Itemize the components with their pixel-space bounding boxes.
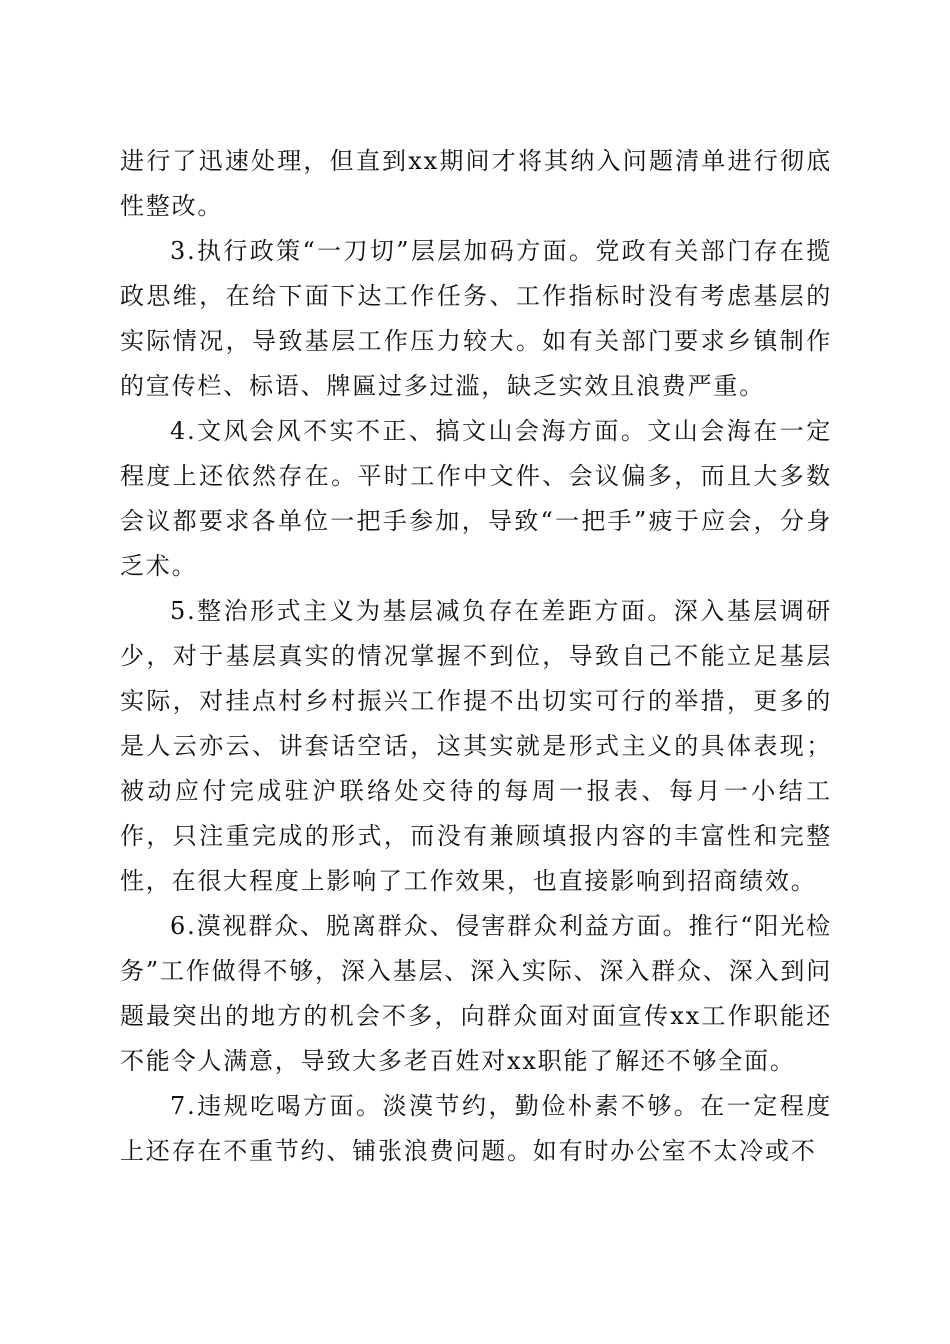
- paragraph-item-3: 3.执行政策“一刀切”层层加码方面。党政有关部门存在揽政思维，在给下面下达工作任务、工作指标时没有考虑基层的实际情况，导致基层工作压力较大。如有关部门要求乡镇制作的宣传栏、标语、牌匾过多过滥，缺乏实效且浪费严重。: [120, 237, 832, 400]
- paragraph-item-6: 6.漠视群众、脱离群众、侵害群众利益方面。推行“阳光检务”工作做得不够，深入基层、深入实际、深入群众、深入到问题最突出的地方的机会不多，向群众面对面宣传xx工作职能还不能令人满意，导致大多老百姓对xx职能了解还不够全面。: [120, 912, 832, 1075]
- paragraph-item-7: 7.违规吃喝方面。淡漠节约，勤俭朴素不够。在一定程度上还存在不重节约、铺张浪费问题。如有时办公室不太冷或不: [120, 1092, 832, 1165]
- document-body: [120, 139, 832, 1174]
- paragraph-continuation: 进行了迅速处理，但直到xx期间才将其纳入问题清单进行彻底性整改。: [120, 147, 832, 220]
- paragraph-item-5: 5.整治形式主义为基层减负存在差距方面。深入基层调研少，对于基层真实的情况掌握不到位，导致自己不能立足基层实际，对挂点村乡村振兴工作提不出切实可行的举措，更多的是人云亦云、讲套话空话，这其实就是形式主义的具体表现；被动应付完成驻沪联络处交待的每周一报表、每月一小结工作，只注重完成的形式，而没有兼顾填报内容的丰富性和完整性，在很大程度上影响了工作效果，也直接影响到招商绩效。: [120, 597, 832, 895]
- paragraph-item-4: 4.文风会风不实不正、搞文山会海方面。文山会海在一定程度上还依然存在。平时工作中文件、会议偏多，而且大多数会议都要求各单位一把手参加，导致“一把手”疲于应会，分身乏术。: [120, 417, 832, 580]
